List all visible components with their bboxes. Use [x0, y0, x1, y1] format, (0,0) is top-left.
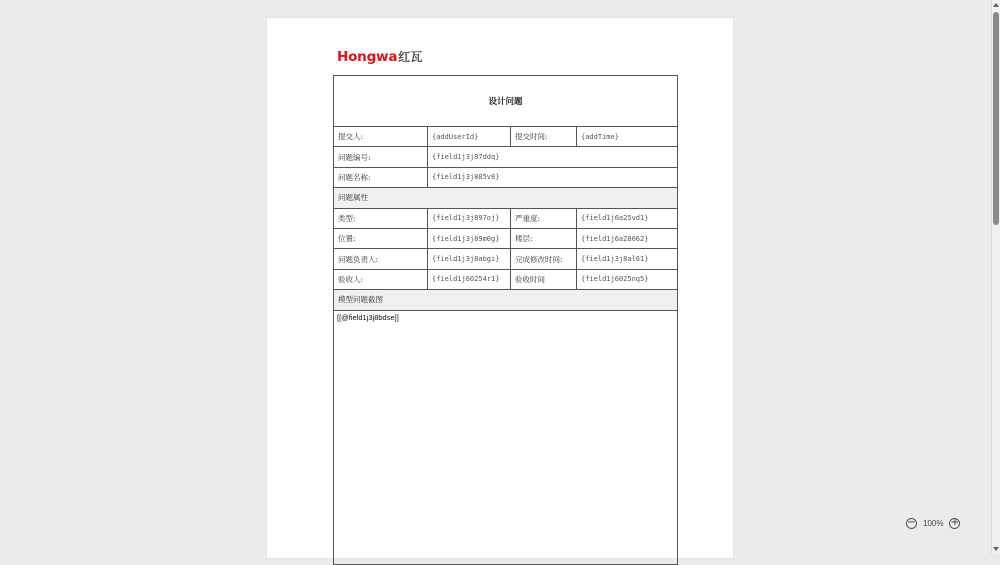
floor-value: {field1j6a28062} — [576, 229, 677, 248]
location-label: 位置: — [338, 234, 356, 244]
table-row — [334, 168, 677, 188]
hongwa-logo — [337, 49, 422, 65]
submit-time-value: {addTime} — [576, 127, 677, 146]
fix-time-label: 完成修改时间: — [510, 249, 576, 268]
submitter-value: {addUserId} — [427, 127, 510, 146]
zoom-in-icon[interactable]: + — [950, 517, 960, 528]
type-label: 类型: — [338, 213, 356, 223]
table-row — [334, 209, 677, 229]
screenshot-placeholder: [[@field1j3j8bdse]] — [337, 312, 399, 322]
type-value: {field1j3j897oj} — [427, 209, 510, 228]
severity-value: {field1j6a25vd1} — [576, 209, 677, 228]
form-title: 设计问题 — [488, 97, 523, 107]
zoom-control — [906, 515, 960, 531]
issue-name-label: 问题名称: — [338, 172, 371, 182]
location-value: {field1j3j89m0g} — [427, 229, 510, 248]
zoom-level: 100% — [923, 518, 944, 528]
submitter-label: 提交人: — [338, 132, 364, 142]
vertical-scrollbar[interactable] — [991, 0, 1000, 554]
issue-no-value: {field1j3j87ddq} — [427, 147, 677, 166]
section-header-screenshot — [334, 290, 677, 310]
table-row — [334, 249, 677, 269]
submit-time-label: 提交时间: — [510, 127, 576, 146]
severity-label: 严重度: — [510, 209, 576, 228]
section-screenshot-label: 模型问题截图 — [338, 295, 383, 305]
acceptor-value: {field1j60254r1} — [427, 270, 510, 289]
zoom-out-icon[interactable]: − — [907, 517, 916, 528]
logo-latin-text: Hongwa — [337, 49, 398, 65]
table-row — [334, 270, 677, 290]
accept-time-value: {field1j6025nq5} — [576, 270, 677, 289]
scroll-up-icon[interactable] — [993, 3, 999, 7]
table-row — [334, 127, 677, 147]
scroll-thumb[interactable] — [993, 12, 999, 225]
issue-name-value: {field1j3j885v8} — [427, 168, 677, 187]
section-header-attributes — [334, 188, 677, 208]
accept-time-label: 验收时间 — [510, 270, 576, 289]
table-row — [334, 147, 677, 167]
scroll-down-icon[interactable] — [993, 547, 999, 551]
acceptor-label: 验收人: — [338, 274, 364, 284]
logo-cjk-text: 红瓦 — [398, 50, 423, 64]
table-row — [334, 229, 677, 249]
owner-value: {field1j3j8abgi} — [427, 249, 510, 268]
fix-time-value: {field1j3j8al61} — [576, 249, 677, 268]
form-title-row — [334, 76, 677, 127]
screenshot-area — [334, 311, 677, 324]
issue-form-table — [333, 75, 678, 565]
section-attributes-label: 问题属性 — [338, 193, 368, 203]
issue-no-label: 问题编号: — [338, 152, 371, 162]
owner-label: 问题负责人: — [338, 254, 379, 264]
floor-label: 楼层: — [510, 229, 576, 248]
document-page — [267, 18, 733, 558]
